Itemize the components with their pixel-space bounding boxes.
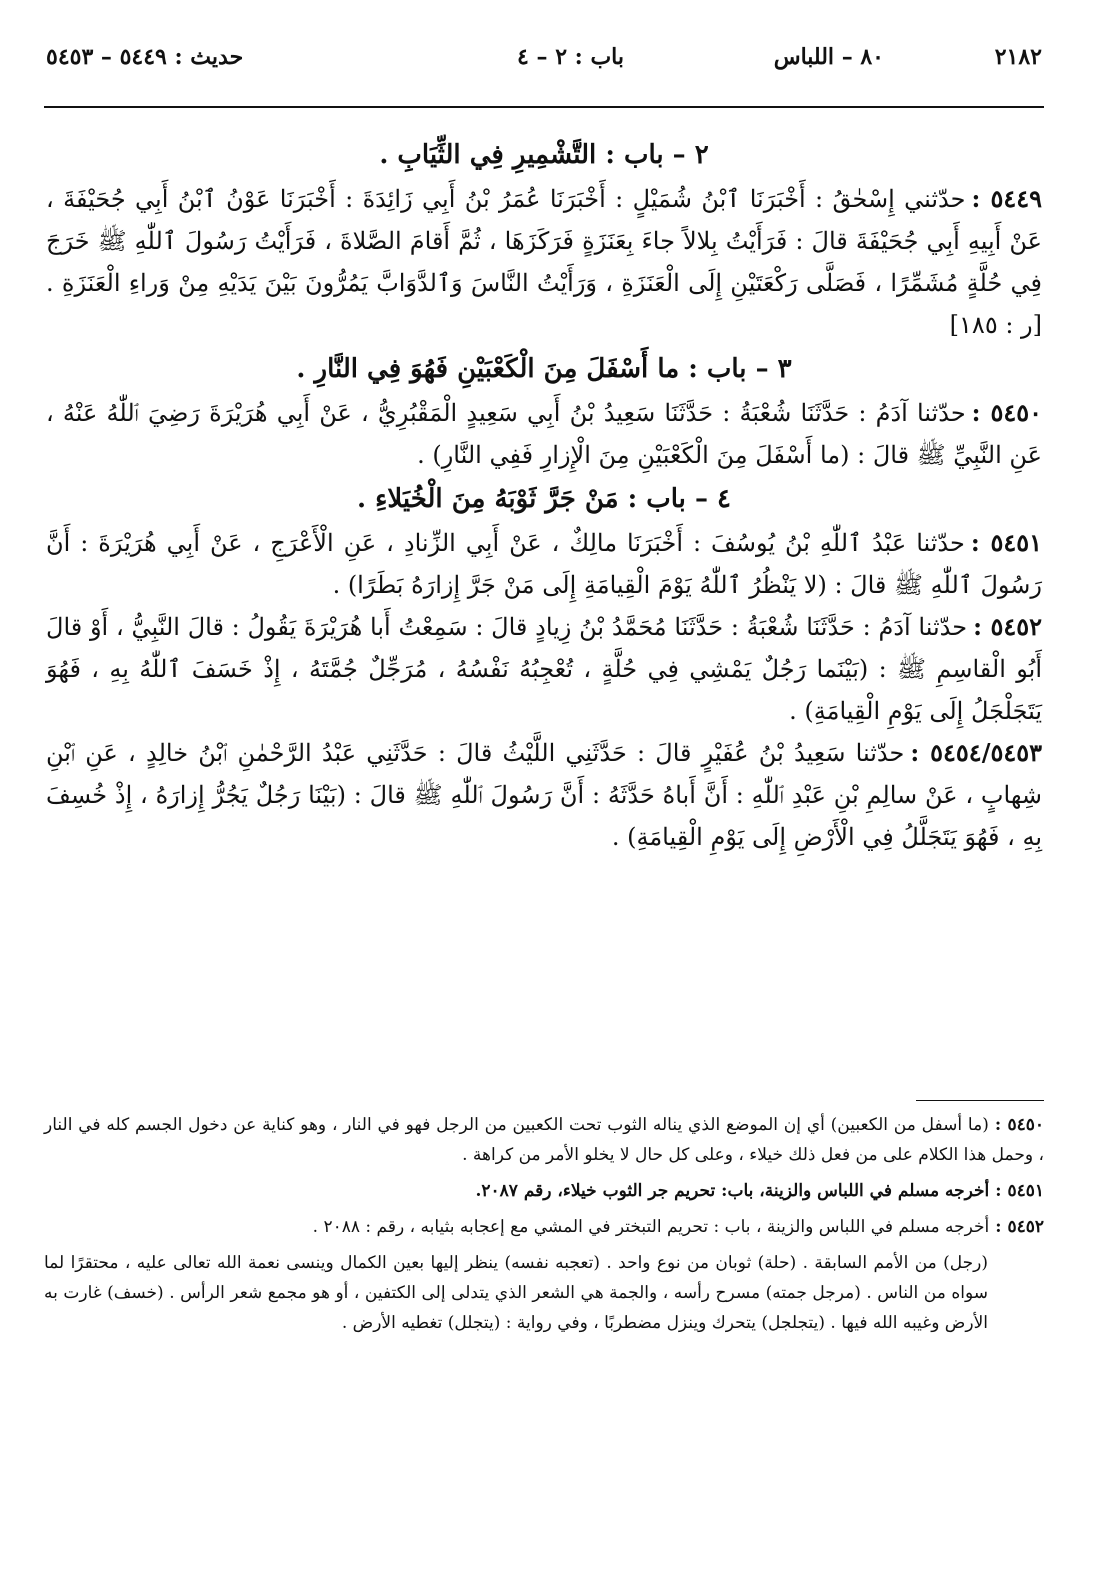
footnote-number: ٥٤٥١ : [995, 1181, 1044, 1201]
hadith-range: حديث : ٥٤٤٩ – ٥٤٥٣ [46, 44, 244, 70]
book-page [44, 40, 1044, 1560]
hadith-text: حدّثنا آدَمُ : حَدَّثَنَا شُعْبَةُ : حَدَّثَنَا مُحَمَّدُ بْنُ زِيادٍ قالَ : سَمِعْتُ أَبا هُرَيْرَةَ يَقُولُ : قالَ النَّبِيُّ ، أَوْ قالَ أَبُو الْقاسِمِ ﷺ : (بَيْنَما رَجُلٌ يَمْشِي فِي حُلَّةٍ ، تُعْجِبُهُ نَفْسُهُ ، مُرَجِّلٌ جُمَّتَهُ ، إِذْ خَسَفَ ٱللّٰهُ بِهِ ، فَهُوَ يَتَجَلْجَلُ إِلَى يَوْمِ الْقِيامَةِ) . [46, 613, 1042, 725]
hadith-5451 [44, 522, 1044, 606]
main-text [44, 132, 1044, 858]
hadith-text: حدّثنا سَعِيدُ بْنُ عُفَيْرٍ قالَ : حَدَّثَنِي اللَّيْثُ قالَ : حَدَّثَنِي عَبْدُ الرَّحْمٰنِ ٱبْنُ خالِدٍ ، عَنِ ٱبْنِ شِهابٍ ، عَنْ سالِمِ بْنِ عَبْدِ ٱللّٰهِ : أَنَّ أَباهُ حَدَّثَهُ : أَنَّ رَسُولَ ٱللّٰهِ ﷺ قالَ : (بَيْنَا رَجُلٌ يَجُرُّ إِزارَهُ ، إِذْ خُسِفَ بِهِ ، فَهُوَ يَتَجَلَّلُ فِي الْأَرْضِ إِلَى يَوْمِ الْقِيامَةِ) . [46, 739, 1042, 851]
footnote-5452 [44, 1212, 1044, 1242]
footnote-rule [916, 1100, 1044, 1101]
book-title: ٨٠ – اللباس [773, 44, 884, 70]
hadith-5452 [44, 606, 1044, 732]
chapter-title: ٤ – باب : مَنْ جَرَّ ثَوْبَهُ مِنَ الْخُيَلاءِ . [357, 484, 731, 514]
hadith-5449 [44, 178, 1044, 346]
hadith-text: حدّثنا عَبْدُ ٱللّٰهِ بْنُ يُوسُفَ : أَخْبَرَنَا مالِكٌ ، عَنْ أَبِي الزِّنادِ ، عَنِ الْأَعْرَجِ ، عَنْ أَبِي هُرَيْرَةَ : أَنَّ رَسُولَ ٱللّٰهِ ﷺ قالَ : (لا يَنْظُرُ ٱللّٰهُ يَوْمَ الْقِيامَةِ إِلَى مَنْ جَرَّ إِزارَهُ بَطَرًا) . [46, 529, 1042, 599]
chapter-title: ٣ – باب : ما أَسْفَلَ مِنَ الْكَعْبَيْنِ فَهُوَ فِي النَّارِ . [296, 354, 792, 384]
footnote-5450 [44, 1110, 1044, 1170]
header-rule [44, 106, 1044, 108]
hadith-number: ٥٤٥٠ : [971, 398, 1042, 427]
footnote-text: أخرجه مسلم في اللباس والزينة ، باب : تحريم التبختر في المشي مع إعجابه بثيابه ، رقم : ٢٠٨٨ . [312, 1217, 990, 1237]
hadith-number: ٥٤٤٩ : [971, 184, 1042, 213]
hadith-5453-5454 [44, 732, 1044, 858]
hadith-number: ٥٤٥٢ : [973, 612, 1042, 641]
hadith-5450 [44, 392, 1044, 476]
page-number: ٢١٨٢ [994, 44, 1042, 70]
footnote-number: ٥٤٥٠ : [994, 1115, 1044, 1135]
footnote-text: (ما أسفل من الكعبين) أي إن الموضع الذي يناله الثوب تحت الكعبين من الرجل فهو في النار ، وهو كناية عن دخول الجسم كله في النار ، وحمل هذا الكلام على من فعل ذلك خيلاء ، وعلى كل حال لا يخلو الأمر من كراهة . [44, 1115, 1044, 1165]
chapter-title: ٢ – باب : التَّشْمِيرِ فِي الثِّيَابِ . [379, 140, 709, 170]
hadith-number: ٥٤٥٤/٥٤٥٣ : [910, 738, 1043, 767]
running-header [44, 40, 1044, 80]
hadith-text: حدّثنا آدَمُ : حَدَّثَنَا شُعْبَةُ : حَدَّثَنَا سَعِيدُ بْنُ أَبِي سَعِيدٍ الْمَقْبُرِيُّ ، عَنْ أَبِي هُرَيْرَةَ رَضِيَ ٱللّٰهُ عَنْهُ ، عَنِ النَّبِيِّ ﷺ قالَ : (ما أَسْفَلَ مِنَ الْكَعْبَيْنِ مِنَ الْإِزارِ فَفِي النَّارِ) . [46, 399, 1042, 469]
footnote-text: أخرجه مسلم في اللباس والزينة، باب: تحريم جر الثوب خيلاء، رقم ٢٠٨٧. [475, 1181, 990, 1201]
footnote-5451 [44, 1176, 1044, 1206]
hadith-text: حدّثني إِسْحٰقُ : أَخْبَرَنَا ٱبْنُ شُمَيْلٍ : أَخْبَرَنَا عُمَرُ بْنُ أَبِي زَائِدَةَ : أَخْبَرَنَا عَوْنُ ٱبْنُ أَبِي جُحَيْفَةَ ، عَنْ أَبِيهِ أَبِي جُحَيْفَةَ قالَ : فَرَأَيْتُ بِلالاً جاءَ بِعَنَزَةٍ فَرَكَزَهَا ، ثُمَّ أَقامَ الصَّلاةَ ، فَرَأَيْتُ رَسُولَ ٱللّٰهِ ﷺ خَرَجَ فِي حُلَّةٍ مُشَمِّرًا ، فَصَلَّى رَكْعَتَيْنِ إِلَى الْعَنَزَةِ ، وَرَأَيْتُ النَّاسَ وَٱلدَّوَابَّ يَمُرُّونَ بَيْنَ يَدَيْهِ مِنْ وَراءِ الْعَنَزَةِ . [ر : ١٨٥] [46, 185, 1042, 339]
footnote-number: ٥٤٥٢ : [995, 1217, 1044, 1237]
footnote-5452-glossary: (رجل) من الأمم السابقة . (حلة) ثوبان من نوع واحد . (تعجبه نفسه) ينظر إليها بعين الكمال وينسى نعمة الله تعالى عليه ، محتقرًا لما سواه من الناس . (مرجل جمته) مسرح رأسه ، والجمة هي الشعر الذي يتدلى إلى الكتفين ، أو هو مجمع شعر الرأس . (خسف) غارت به الأرض وغيبه الله فيها . (يتجلجل) يتحرك وينزل مضطربًا ، وفي رواية : (يتجلل) تغطيه الأرض . [44, 1253, 988, 1333]
footnotes [44, 1110, 1044, 1338]
hadith-number: ٥٤٥١ : [970, 528, 1042, 557]
chapter-range: باب : ٢ – ٤ [517, 44, 624, 70]
